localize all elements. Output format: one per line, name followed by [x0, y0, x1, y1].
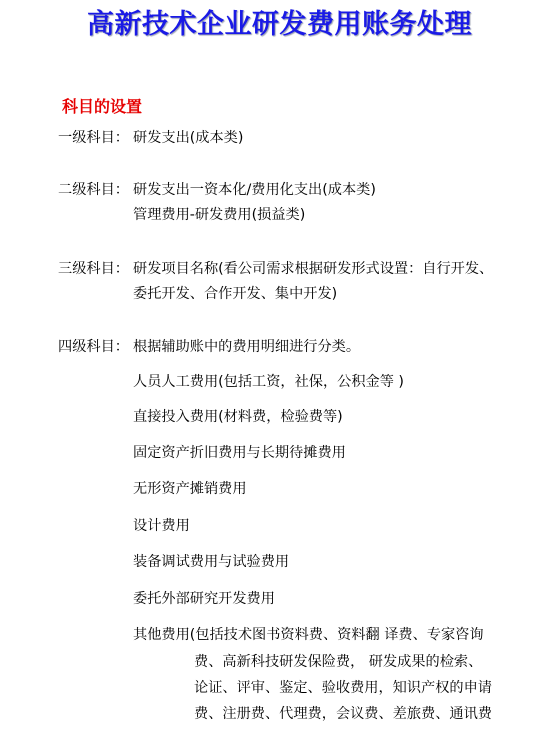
expense-item-amortization: 无形资产摊销费用 — [133, 481, 247, 497]
expense-item-depreciation: 固定资产折旧费用与长期待摊费用 — [133, 445, 346, 461]
expense-item-outsourced-rd: 委托外部研究开发费用 — [133, 591, 275, 607]
page-title: 高新技术企业研发费用账务处理 — [87, 9, 472, 40]
level-2-row — [0, 180, 559, 226]
level-4-label: 四级科目： — [58, 339, 129, 355]
level-4-text: 根据辅助账中的费用明细进行分类。 — [133, 339, 361, 355]
level-3-text-line-2: 委托开发、合作开发、集中开发) — [133, 286, 338, 302]
level-1-label: 一级科目： — [58, 130, 129, 146]
level-1-text: 研发支出(成本类) — [133, 130, 244, 146]
expense-item-direct-input: 直接投入费用(材料费，检验费等) — [133, 409, 343, 425]
expense-other-continuation-3: 费、注册费、代理费，会议费、差旅费、通讯费 — [194, 706, 492, 722]
level-1-row — [0, 128, 559, 148]
expense-item-equipment-testing: 装备调试费用与试验费用 — [133, 554, 290, 570]
level-2-text-line-2: 管理费用-研发费用(损益类) — [133, 207, 306, 223]
expense-other-continuation-1: 费、高新科技研发保险费， 研发成果的检索、 — [194, 654, 483, 670]
expense-other-continuation-2: 论证、评审、鉴定、验收费用，知识产权的申请 — [194, 680, 492, 696]
expense-item-other: 其他费用(包括技术图书资料费、资料翻 译费、专家咨询 — [133, 627, 484, 643]
section-heading: 科目的设置 — [62, 97, 143, 116]
level-4-row — [0, 337, 559, 357]
level-3-label: 三级科目： — [58, 261, 129, 277]
level-2-label: 二级科目： — [58, 182, 129, 198]
expense-item-personnel: 人员人工费用(包括工资，社保，公积金等 ) — [133, 374, 404, 390]
expense-item-design: 设计费用 — [133, 518, 190, 534]
level-3-row — [0, 259, 559, 305]
level-3-text-line-1: 研发项目名称(看公司需求根据研发形式设置：自行开发、 — [133, 261, 494, 277]
level-2-text-line-1: 研发支出一资本化/费用化支出(成本类) — [133, 182, 376, 198]
